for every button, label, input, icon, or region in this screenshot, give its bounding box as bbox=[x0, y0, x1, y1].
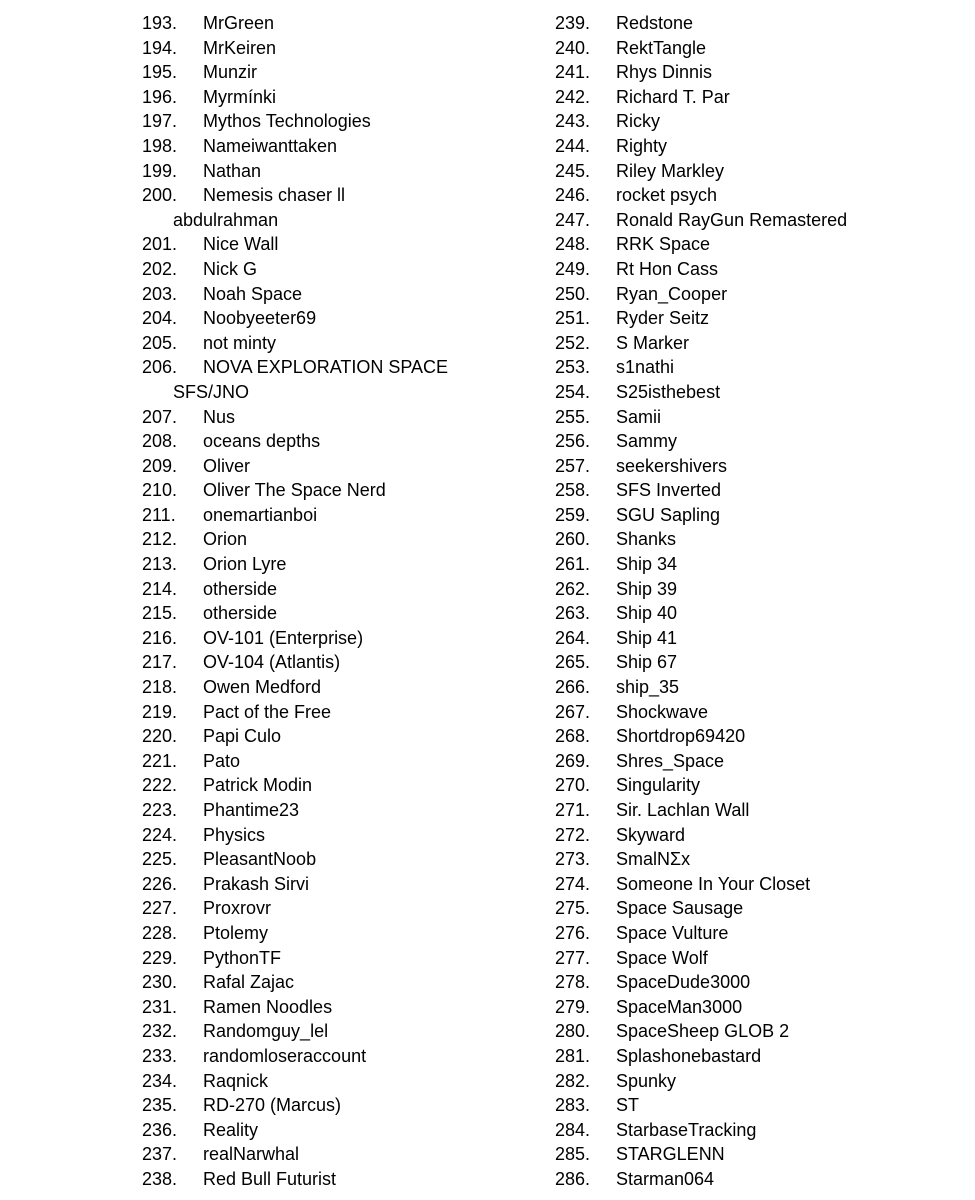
entry-number: 217. bbox=[142, 652, 178, 673]
entry-number: 238. bbox=[142, 1168, 178, 1189]
entry-name: Ricky bbox=[616, 111, 660, 132]
entry-number: 244. bbox=[555, 135, 591, 156]
entry-name: STARGLENN bbox=[616, 1144, 725, 1165]
entry-name: Nick G bbox=[203, 258, 257, 279]
entry-number: 241. bbox=[555, 62, 591, 83]
entry-name: Sir. Lachlan Wall bbox=[616, 800, 750, 820]
entry-name: Pato bbox=[203, 750, 241, 771]
entry-number: 200. bbox=[142, 185, 178, 206]
entry-name: Splashonebastard bbox=[616, 1045, 762, 1066]
entry-name: ship_35 bbox=[616, 677, 680, 698]
list-entry bbox=[555, 208, 955, 233]
entry-number: 227. bbox=[142, 898, 178, 919]
entry-name: Richard T. Par bbox=[616, 86, 730, 107]
entry-name: SmalNΣx bbox=[616, 849, 691, 870]
entry-name: Redstone bbox=[616, 13, 694, 33]
list-entry bbox=[142, 650, 522, 675]
entry-name: Raqnick bbox=[203, 1070, 269, 1091]
list-entry bbox=[555, 798, 955, 823]
list-entry bbox=[555, 1118, 955, 1143]
entry-number: 250. bbox=[555, 283, 591, 304]
entry-name: Ship 34 bbox=[616, 554, 678, 575]
list-entry bbox=[555, 921, 955, 946]
entry-number: 222. bbox=[142, 775, 178, 796]
entry-name: SpaceSheep GLOB 2 bbox=[616, 1021, 790, 1042]
entry-name: randomloseraccount bbox=[203, 1045, 367, 1066]
list-entry bbox=[555, 183, 955, 208]
entry-number: 284. bbox=[555, 1119, 591, 1140]
entry-number: 248. bbox=[555, 234, 591, 255]
entry-name: Pact of the Free bbox=[203, 701, 332, 722]
entry-name: oceans depths bbox=[203, 431, 321, 452]
entry-name: OV-104 (Atlantis) bbox=[203, 652, 341, 673]
entry-number: 193. bbox=[142, 13, 178, 33]
entry-name: SGU Sapling bbox=[616, 504, 721, 525]
entry-number: 282. bbox=[555, 1070, 591, 1091]
entry-name: MrKeiren bbox=[203, 37, 277, 58]
list-entry bbox=[142, 626, 522, 651]
entry-name: Nice Wall bbox=[203, 234, 279, 255]
entry-name: Randomguy_lel bbox=[203, 1021, 329, 1042]
entry-name: Ronald RayGun Remastered bbox=[616, 209, 848, 230]
entry-number: 231. bbox=[142, 996, 178, 1017]
list-entry bbox=[142, 749, 522, 774]
entry-name: rocket psych bbox=[616, 185, 718, 206]
list-entry bbox=[555, 282, 955, 307]
list-entry bbox=[142, 85, 522, 110]
entry-name: StarbaseTracking bbox=[616, 1119, 757, 1140]
name-list-right-column bbox=[555, 11, 955, 1192]
entry-number: 218. bbox=[142, 677, 178, 698]
name-list-left-column bbox=[142, 11, 522, 1192]
entry-number: 266. bbox=[555, 677, 591, 698]
list-entry bbox=[555, 724, 955, 749]
entry-number: 286. bbox=[555, 1168, 591, 1189]
entry-name: S25isthebest bbox=[616, 381, 721, 402]
entry-number: 274. bbox=[555, 873, 591, 894]
list-entry bbox=[555, 1093, 955, 1118]
entry-name: Nus bbox=[203, 406, 236, 427]
entry-name: S Marker bbox=[616, 332, 690, 353]
entry-name: MrGreen bbox=[203, 13, 275, 33]
entry-name: Ship 40 bbox=[616, 603, 678, 624]
list-entry bbox=[142, 257, 522, 282]
list-entry bbox=[142, 183, 522, 232]
entry-name: Orion Lyre bbox=[203, 554, 287, 575]
list-entry bbox=[555, 577, 955, 602]
entry-number: 207. bbox=[142, 406, 178, 427]
entry-number: 198. bbox=[142, 135, 178, 156]
list-entry bbox=[142, 798, 522, 823]
list-entry bbox=[555, 847, 955, 872]
entry-number: 196. bbox=[142, 86, 178, 107]
entry-name: Righty bbox=[616, 135, 668, 156]
entry-name: Ptolemy bbox=[203, 922, 269, 943]
entry-name: RD-270 (Marcus) bbox=[203, 1095, 342, 1116]
list-entry bbox=[142, 552, 522, 577]
list-entry bbox=[142, 872, 522, 897]
entry-name: Oliver The Space Nerd bbox=[203, 480, 386, 501]
list-entry bbox=[555, 1142, 955, 1167]
entry-name: Munzir bbox=[203, 62, 258, 83]
entry-number: 251. bbox=[555, 308, 591, 329]
list-entry bbox=[555, 1019, 955, 1044]
entry-number: 265. bbox=[555, 652, 591, 673]
entry-number: 208. bbox=[142, 431, 178, 452]
list-entry bbox=[555, 1069, 955, 1094]
entry-name: Samii bbox=[616, 406, 662, 427]
entry-name: Prakash Sirvi bbox=[203, 873, 310, 894]
list-entry bbox=[142, 675, 522, 700]
list-entry bbox=[555, 946, 955, 971]
list-entry bbox=[555, 995, 955, 1020]
entry-number: 270. bbox=[555, 775, 591, 796]
list-entry bbox=[142, 478, 522, 503]
list-entry bbox=[555, 159, 955, 184]
list-entry bbox=[142, 355, 522, 404]
list-entry bbox=[142, 724, 522, 749]
list-entry bbox=[142, 970, 522, 995]
list-entry bbox=[555, 257, 955, 282]
entry-name: Rafal Zajac bbox=[203, 972, 295, 993]
entry-number: 233. bbox=[142, 1045, 178, 1066]
list-entry bbox=[142, 405, 522, 430]
entry-number: 278. bbox=[555, 972, 591, 993]
entry-number: 236. bbox=[142, 1119, 178, 1140]
list-entry bbox=[555, 773, 955, 798]
list-entry bbox=[555, 306, 955, 331]
entry-number: 229. bbox=[142, 947, 178, 968]
entry-number: 228. bbox=[142, 922, 178, 943]
list-entry bbox=[555, 331, 955, 356]
list-entry bbox=[555, 675, 955, 700]
list-entry bbox=[142, 700, 522, 725]
entry-number: 237. bbox=[142, 1144, 178, 1165]
entry-name: Space Wolf bbox=[616, 947, 708, 968]
entry-name: otherside bbox=[203, 603, 278, 624]
list-entry bbox=[555, 626, 955, 651]
entry-name: Spunky bbox=[616, 1070, 677, 1091]
entry-name: PleasantNoob bbox=[203, 849, 317, 870]
list-entry bbox=[142, 331, 522, 356]
entry-number: 271. bbox=[555, 800, 591, 820]
entry-name: Ryder Seitz bbox=[616, 308, 710, 329]
list-entry bbox=[555, 970, 955, 995]
list-entry bbox=[555, 1044, 955, 1069]
entry-number: 221. bbox=[142, 750, 178, 771]
entry-name: otherside bbox=[203, 578, 278, 599]
entry-number: 285. bbox=[555, 1144, 591, 1165]
entry-name: SpaceMan3000 bbox=[616, 996, 743, 1017]
entry-name: not minty bbox=[203, 332, 277, 353]
list-entry bbox=[555, 11, 955, 36]
list-entry bbox=[555, 749, 955, 774]
entry-number: 261. bbox=[555, 554, 591, 575]
list-entry bbox=[142, 11, 522, 36]
entry-number: 216. bbox=[142, 627, 178, 648]
entry-number: 245. bbox=[555, 160, 591, 181]
list-entry bbox=[555, 454, 955, 479]
list-entry bbox=[555, 896, 955, 921]
list-entry bbox=[142, 1093, 522, 1118]
entry-number: 220. bbox=[142, 726, 178, 747]
entry-name: Proxrovr bbox=[203, 898, 272, 919]
entry-number: 232. bbox=[142, 1021, 178, 1042]
entry-number: 225. bbox=[142, 849, 178, 870]
list-entry bbox=[555, 823, 955, 848]
list-entry bbox=[555, 36, 955, 61]
entry-number: 211. bbox=[142, 504, 176, 525]
list-entry bbox=[142, 1118, 522, 1143]
list-entry bbox=[555, 872, 955, 897]
list-entry bbox=[142, 36, 522, 61]
entry-number: 197. bbox=[142, 111, 178, 132]
entry-number: 279. bbox=[555, 996, 591, 1017]
entry-number: 240. bbox=[555, 37, 591, 58]
entry-name: Singularity bbox=[616, 775, 701, 796]
entry-number: 215. bbox=[142, 603, 178, 624]
entry-name: Ship 67 bbox=[616, 652, 678, 673]
entry-name: Nathan bbox=[203, 160, 262, 181]
entry-number: 275. bbox=[555, 898, 591, 919]
entry-name: Noah Space bbox=[203, 283, 303, 304]
entry-number: 226. bbox=[142, 873, 178, 894]
entry-name: SFS Inverted bbox=[616, 480, 722, 501]
entry-name: Noobyeeter69 bbox=[203, 308, 317, 329]
entry-number: 268. bbox=[555, 726, 591, 747]
entry-name: Ship 39 bbox=[616, 578, 678, 599]
entry-number: 199. bbox=[142, 160, 178, 181]
list-entry bbox=[142, 306, 522, 331]
entry-number: 195. bbox=[142, 62, 178, 83]
entry-name: Rt Hon Cass bbox=[616, 258, 719, 279]
list-entry bbox=[142, 60, 522, 85]
entry-name: Oliver bbox=[203, 455, 251, 476]
entry-name: Ryan_Cooper bbox=[616, 283, 728, 304]
entry-name: Skyward bbox=[616, 824, 686, 845]
list-entry bbox=[142, 773, 522, 798]
entry-number: 203. bbox=[142, 283, 178, 304]
entry-number: 219. bbox=[142, 701, 178, 722]
entry-number: 246. bbox=[555, 185, 591, 206]
entry-number: 252. bbox=[555, 332, 591, 353]
entry-number: 242. bbox=[555, 86, 591, 107]
list-entry bbox=[555, 134, 955, 159]
entry-number: 239. bbox=[555, 13, 591, 33]
entry-number: 253. bbox=[555, 357, 591, 378]
list-entry bbox=[142, 823, 522, 848]
list-entry bbox=[142, 921, 522, 946]
entry-name: OV-101 (Enterprise) bbox=[203, 627, 364, 648]
list-entry bbox=[555, 1167, 955, 1192]
entry-number: 224. bbox=[142, 824, 178, 845]
entry-name: RRK Space bbox=[616, 234, 711, 255]
entry-name: Reality bbox=[203, 1119, 259, 1140]
entry-name: seekershivers bbox=[616, 455, 728, 476]
entry-number: 277. bbox=[555, 947, 591, 968]
list-entry bbox=[142, 527, 522, 552]
entry-number: 267. bbox=[555, 701, 591, 722]
entry-number: 264. bbox=[555, 627, 591, 648]
list-entry bbox=[555, 601, 955, 626]
list-entry bbox=[142, 577, 522, 602]
entry-name: Shortdrop69420 bbox=[616, 726, 746, 747]
list-entry bbox=[555, 355, 955, 380]
entry-name: Patrick Modin bbox=[203, 775, 313, 796]
list-entry bbox=[555, 700, 955, 725]
entry-number: 249. bbox=[555, 258, 591, 279]
list-entry bbox=[555, 478, 955, 503]
entry-number: 247. bbox=[555, 209, 591, 230]
list-entry bbox=[142, 1019, 522, 1044]
entry-number: 209. bbox=[142, 455, 178, 476]
entry-number: 235. bbox=[142, 1095, 178, 1116]
entry-number: 262. bbox=[555, 578, 591, 599]
entry-name: Nemesis chaser ll bbox=[203, 185, 346, 206]
list-entry bbox=[142, 454, 522, 479]
entry-number: 210. bbox=[142, 480, 178, 501]
list-entry bbox=[142, 1167, 522, 1192]
entry-number: 259. bbox=[555, 504, 591, 525]
entry-name: Ship 41 bbox=[616, 627, 678, 648]
entry-name: realNarwhal bbox=[203, 1144, 300, 1165]
entry-name: Shanks bbox=[616, 529, 677, 550]
entry-name: Shres_Space bbox=[616, 750, 725, 771]
entry-number: 213. bbox=[142, 554, 178, 575]
entry-name: ST bbox=[616, 1095, 640, 1116]
list-entry bbox=[142, 503, 522, 528]
entry-name: NOVA EXPLORATION SPACE bbox=[203, 357, 449, 378]
entry-name: Rhys Dinnis bbox=[616, 62, 713, 83]
entry-number: 243. bbox=[555, 111, 591, 132]
entry-name: Papi Culo bbox=[203, 726, 282, 747]
list-entry bbox=[555, 650, 955, 675]
entry-number: 202. bbox=[142, 258, 178, 279]
list-entry bbox=[142, 896, 522, 921]
entry-name: Shockwave bbox=[616, 701, 709, 722]
entry-number: 272. bbox=[555, 824, 591, 845]
list-entry bbox=[555, 527, 955, 552]
entry-number: 255. bbox=[555, 406, 591, 427]
entry-number: 280. bbox=[555, 1021, 591, 1042]
list-entry bbox=[142, 946, 522, 971]
entry-number: 230. bbox=[142, 972, 178, 993]
entry-name: Owen Medford bbox=[203, 677, 322, 698]
list-entry bbox=[555, 85, 955, 110]
entry-name: SpaceDude3000 bbox=[616, 972, 751, 993]
entry-name: Someone In Your Closet bbox=[616, 873, 811, 894]
list-entry bbox=[142, 134, 522, 159]
entry-number: 205. bbox=[142, 332, 178, 353]
entry-name: Starman064 bbox=[616, 1168, 715, 1189]
entry-number: 254. bbox=[555, 381, 591, 402]
list-entry bbox=[142, 1044, 522, 1069]
list-entry bbox=[142, 109, 522, 134]
entry-number: 281. bbox=[555, 1045, 591, 1066]
entry-name: Red Bull Futurist bbox=[203, 1168, 337, 1189]
entry-number: 234. bbox=[142, 1070, 178, 1091]
entry-name: Ramen Noodles bbox=[203, 996, 333, 1017]
entry-number: 256. bbox=[555, 431, 591, 452]
entry-number: 273. bbox=[555, 849, 591, 870]
entry-name-continuation: abdulrahman bbox=[173, 209, 279, 230]
entry-name: Sammy bbox=[616, 431, 678, 452]
list-entry bbox=[555, 552, 955, 577]
list-entry bbox=[142, 1069, 522, 1094]
entry-number: 269. bbox=[555, 750, 591, 771]
list-entry bbox=[142, 429, 522, 454]
list-entry bbox=[555, 60, 955, 85]
entry-name: Physics bbox=[203, 824, 266, 845]
entry-number: 258. bbox=[555, 480, 591, 501]
entry-name: Riley Markley bbox=[616, 160, 725, 181]
list-entry bbox=[555, 503, 955, 528]
list-entry bbox=[555, 232, 955, 257]
list-entry bbox=[142, 995, 522, 1020]
entry-number: 214. bbox=[142, 578, 178, 599]
entry-number: 201. bbox=[142, 234, 178, 255]
entry-name: Space Vulture bbox=[616, 922, 729, 943]
entry-number: 212. bbox=[142, 529, 178, 550]
entry-name: Nameiwanttaken bbox=[203, 135, 338, 156]
entry-number: 283. bbox=[555, 1095, 591, 1116]
entry-number: 206. bbox=[142, 357, 178, 378]
entry-name: Phantime23 bbox=[203, 800, 300, 820]
list-entry bbox=[555, 109, 955, 134]
entry-name: Myrmínki bbox=[203, 86, 276, 107]
list-entry bbox=[555, 380, 955, 405]
entry-number: 257. bbox=[555, 455, 591, 476]
list-entry bbox=[142, 847, 522, 872]
entry-name: Mythos Technologies bbox=[203, 111, 371, 132]
entry-number: 204. bbox=[142, 308, 178, 329]
list-entry bbox=[142, 601, 522, 626]
entry-name-continuation: SFS/JNO bbox=[173, 381, 250, 402]
entry-number: 223. bbox=[142, 800, 178, 820]
entry-name: onemartianboi bbox=[203, 504, 318, 525]
list-entry bbox=[555, 405, 955, 430]
entry-name: RektTangle bbox=[616, 37, 707, 58]
entry-name: Space Sausage bbox=[616, 898, 744, 919]
list-entry bbox=[142, 282, 522, 307]
entry-number: 194. bbox=[142, 37, 178, 58]
list-entry bbox=[142, 1142, 522, 1167]
entry-number: 263. bbox=[555, 603, 591, 624]
entry-name: PythonTF bbox=[203, 947, 282, 968]
entry-number: 260. bbox=[555, 529, 591, 550]
list-entry bbox=[142, 159, 522, 184]
entry-name: s1nathi bbox=[616, 357, 675, 378]
entry-name: Orion bbox=[203, 529, 248, 550]
list-entry bbox=[555, 429, 955, 454]
list-entry bbox=[142, 232, 522, 257]
entry-number: 276. bbox=[555, 922, 591, 943]
